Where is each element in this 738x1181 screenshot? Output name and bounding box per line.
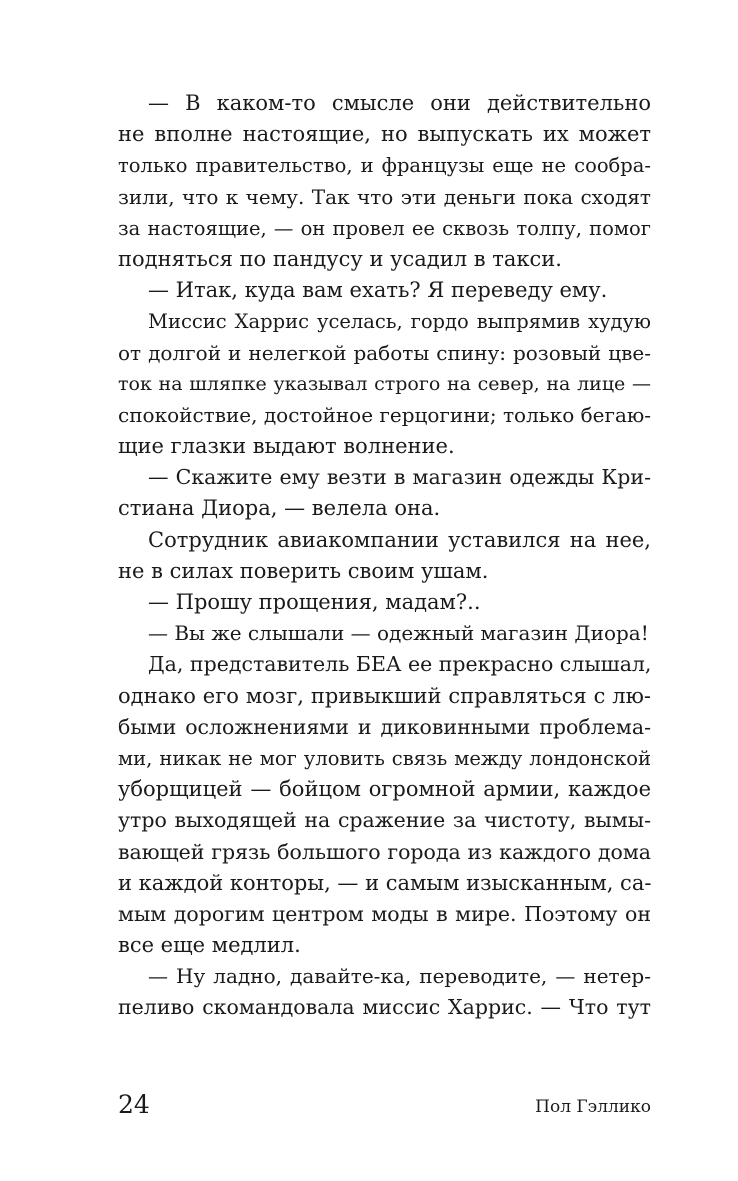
text-line: от долгой и нелегкой работы спину: розовый цве- [118, 340, 651, 365]
text-line: все еще медлил. [118, 933, 301, 958]
body-text [118, 88, 651, 1024]
text-line: щие глазки выдают волнение. [118, 434, 455, 459]
author-name: Пол Гэллико [535, 1097, 651, 1117]
text-line: Миссис Харрис уселась, гордо выпрямив худую [148, 310, 651, 334]
text-line: Сотрудник авиакомпании уставился на нее, [148, 527, 651, 552]
text-line: не в силах поверить своим ушам. [118, 558, 489, 583]
text-line: уборщицей — бойцом огромной армии, каждое [118, 777, 651, 802]
text-line: зили, что к чему. Так что эти деньги пока сходят [118, 184, 651, 209]
page-number: 24 [118, 1090, 150, 1119]
text-line: ми, никак не мог уловить связь между лондонской [118, 746, 651, 770]
text-line: вающей грязь большого города из каждого дома [118, 839, 651, 864]
text-line: мым дорогим центром моды в мире. Поэтому он [118, 901, 651, 926]
text-line: пеливо скомандовала миссис Харрис. — Что тут [118, 995, 651, 1020]
text-line: не вполне настоящие, но выпускать их может [118, 122, 651, 147]
text-line: ток на шляпке указывал строго на север, на лице — [118, 372, 651, 395]
text-line: — Вы же слышали — одежный магазин Диора! [148, 621, 649, 646]
page-footer [118, 1088, 651, 1128]
text-line: быми осложнениями и диковинными проблема- [118, 714, 651, 739]
text-line: стиана Диора, — велела она. [118, 496, 441, 521]
text-line: подняться по пандусу и усадил в такси. [118, 246, 562, 271]
text-line: — Итак, куда вам ехать? Я переведу ему. [148, 278, 608, 303]
text-line: — Скажите ему везти в магазин одежды Кри- [148, 465, 651, 490]
text-line: — В каком-то смысле они действительно [148, 91, 651, 115]
text-line: только правительство, и французы еще не сообра- [118, 154, 651, 178]
text-line: однако его мозг, привыкший справляться с лю- [118, 683, 651, 708]
text-line: утро выходящей на сражение за чистоту, вымы- [118, 808, 651, 833]
text-line: за настоящие, — он провел ее сквозь толпу, помог [118, 216, 651, 240]
text-line: — Прошу прощения, мадам?.. [148, 590, 481, 614]
text-line: и каждой конторы, — и самым изысканным, са- [118, 870, 652, 895]
text-line: Да, представитель БЕА ее прекрасно слышал, [148, 652, 652, 677]
text-line: спокойствие, достойное герцогини; только бегаю- [118, 402, 652, 427]
text-line: — Ну ладно, давайте-ка, переводите, — нетер- [148, 964, 651, 989]
